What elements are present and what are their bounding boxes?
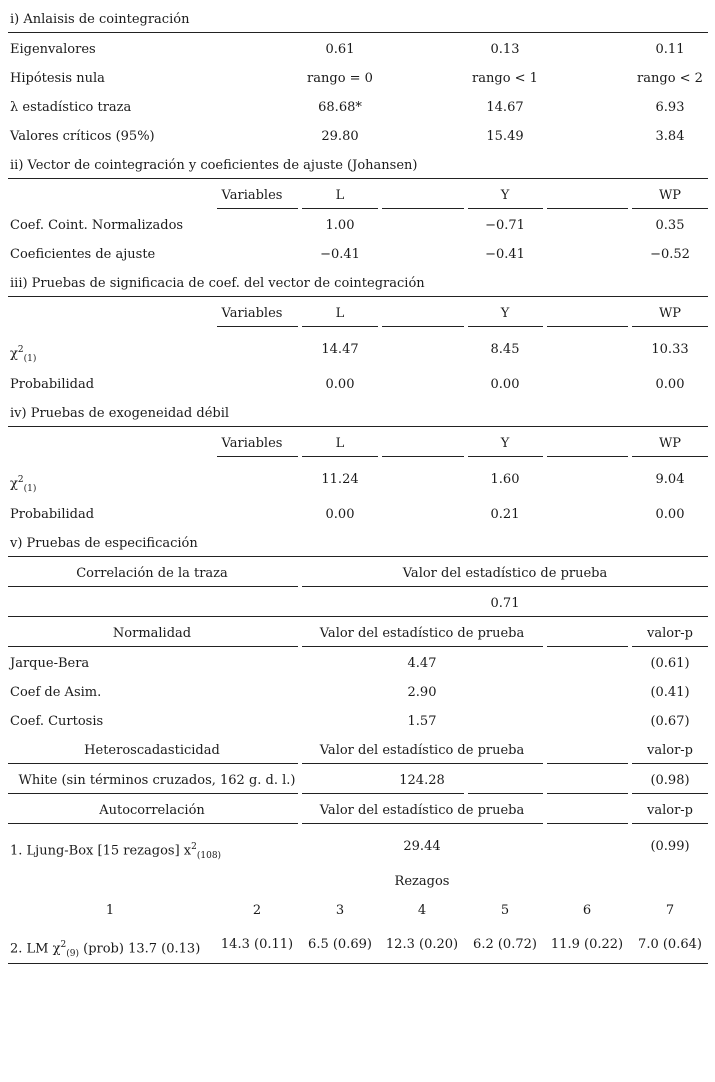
lm-value: 6.5 (0.69) — [308, 937, 372, 952]
row-label: Eigenvalores — [10, 42, 96, 57]
underline — [632, 456, 708, 457]
underline — [632, 326, 708, 327]
lm-value: 6.2 (0.72) — [473, 937, 537, 952]
row-label: Probabilidad — [10, 507, 95, 522]
cell-value: 29.80 — [321, 129, 359, 144]
lag-number: 3 — [335, 903, 345, 918]
cell-value: 29.44 — [403, 839, 441, 854]
underline — [468, 326, 543, 327]
cell-value: 0.11 — [655, 42, 685, 57]
cell-value: 0.00 — [655, 377, 685, 392]
header-L: L — [335, 306, 345, 321]
underline — [547, 208, 628, 209]
autocorrelation-label: Autocorrelación — [99, 803, 205, 818]
row-label: Jarque-Bera — [10, 656, 90, 671]
lm-test-row: 2. LM $\chi^2_{(9)}$ (prob) 13.7 (0.13) — [10, 940, 201, 959]
header-L: L — [335, 436, 345, 451]
underline — [302, 823, 543, 824]
row-label: Coef. Curtosis — [10, 714, 104, 729]
section-heading-specification: v) Pruebas de especificación — [10, 536, 198, 551]
row-label: Coeficientes de ajuste — [10, 247, 156, 262]
cell-value: 0.00 — [325, 377, 355, 392]
cell-value: 15.49 — [486, 129, 524, 144]
column-header: Valor del estadístico de prueba — [319, 743, 525, 758]
trace-correlation-label: Correlación de la traza — [76, 566, 228, 581]
cell-value: 0.21 — [490, 507, 520, 522]
pvalue-header: valor-p — [646, 743, 694, 758]
row-label: Hipótesis nula — [10, 71, 105, 86]
header-L: L — [335, 188, 345, 203]
underline — [468, 208, 543, 209]
cell-value: 1.57 — [407, 714, 437, 729]
underline — [217, 456, 298, 457]
lag-number: 1 — [105, 903, 115, 918]
divider — [8, 178, 708, 179]
ljung-box-label: 1. Ljung-Box [15 rezagos] $x^2_{(108)}$ — [10, 842, 222, 861]
cell-value: −0.41 — [320, 247, 360, 262]
cell-value: rango < 2 — [637, 71, 703, 86]
cell-value: 9.04 — [655, 472, 685, 487]
header-Y: Y — [500, 306, 510, 321]
cell-value: 124.28 — [399, 773, 445, 788]
cell-value: 0.61 — [325, 42, 355, 57]
underline — [547, 456, 628, 457]
cell-value: 1.00 — [325, 218, 355, 233]
underline — [302, 793, 464, 794]
cell-value: 11.24 — [321, 472, 359, 487]
divider — [8, 963, 708, 964]
underline — [8, 823, 298, 824]
lm-value: 14.3 (0.11) — [220, 937, 294, 952]
cell-value: 6.93 — [655, 100, 685, 115]
divider — [8, 296, 708, 297]
underline — [8, 763, 298, 764]
underline — [468, 456, 543, 457]
cell-value: 0.00 — [325, 507, 355, 522]
underline — [468, 793, 543, 794]
cell-value: −0.71 — [485, 218, 525, 233]
cell-pvalue: (0.61) — [650, 656, 690, 671]
underline — [547, 646, 628, 647]
cell-value: rango < 1 — [472, 71, 538, 86]
cell-value: 3.84 — [655, 129, 685, 144]
pvalue-header: valor-p — [646, 626, 694, 641]
cell-value: 1.60 — [490, 472, 520, 487]
row-label: Probabilidad — [10, 377, 95, 392]
underline — [547, 763, 628, 764]
cell-value: 0.35 — [655, 218, 685, 233]
lm-value: 12.3 (0.20) — [385, 937, 459, 952]
underline — [217, 208, 298, 209]
column-header: Valor del estadístico de prueba — [319, 626, 525, 641]
cell-value: 14.67 — [486, 100, 524, 115]
underline — [632, 763, 708, 764]
lm-value: 7.0 (0.64) — [638, 937, 702, 952]
underline — [8, 793, 298, 794]
section-heading-johansen: ii) Vector de cointegración y coeficientes de ajuste (Johansen) — [10, 158, 418, 173]
cell-value: 2.90 — [407, 685, 437, 700]
cell-pvalue: (0.99) — [650, 839, 690, 854]
cell-value: 4.47 — [407, 656, 437, 671]
lags-title: Rezagos — [394, 874, 450, 889]
section-heading-significance: iii) Pruebas de significacia de coef. del vector de cointegración — [10, 276, 425, 291]
underline — [632, 823, 708, 824]
cell-pvalue: (0.67) — [650, 714, 690, 729]
underline — [217, 326, 298, 327]
cell-value: rango = 0 — [307, 71, 373, 86]
section-heading-exogeneity: iv) Pruebas de exogeneidad débil — [10, 406, 230, 421]
divider — [8, 426, 708, 427]
cell-value: 0.00 — [655, 507, 685, 522]
row-label: Coef. Coint. Normalizados — [10, 218, 184, 233]
lag-number: 6 — [582, 903, 592, 918]
cell-value: 0.13 — [490, 42, 520, 57]
divider — [8, 32, 708, 33]
cell-value: 68.68* — [318, 100, 362, 115]
normality-label: Normalidad — [112, 626, 192, 641]
chi-square-label: $\chi^2_{(1)}$ — [10, 475, 37, 494]
underline — [382, 326, 464, 327]
trace-value: 0.71 — [490, 596, 520, 611]
pvalue-header: valor-p — [646, 803, 694, 818]
header-variables: Variables — [221, 436, 283, 451]
column-header: Valor del estadístico de prueba — [402, 566, 608, 581]
cell-value: −0.52 — [650, 247, 690, 262]
underline — [8, 586, 298, 587]
divider — [8, 616, 708, 617]
lag-number: 5 — [500, 903, 510, 918]
chi-square-label: $\chi^2_{(1)}$ — [10, 345, 37, 364]
row-label: Valores críticos (95%) — [10, 129, 155, 144]
underline — [302, 586, 708, 587]
underline — [8, 646, 298, 647]
underline — [382, 208, 464, 209]
underline — [382, 456, 464, 457]
divider — [8, 556, 708, 557]
cell-pvalue: (0.98) — [650, 773, 690, 788]
row-label: λ estadístico traza — [10, 100, 132, 115]
underline — [302, 456, 378, 457]
header-variables: Variables — [221, 188, 283, 203]
cell-pvalue: (0.41) — [650, 685, 690, 700]
cell-value: 14.47 — [321, 342, 359, 357]
heteroscedasticity-label: Heteroscadasticidad — [84, 743, 220, 758]
underline — [302, 326, 378, 327]
lm-value: 11.9 (0.22) — [550, 937, 624, 952]
column-header: Valor del estadístico de prueba — [319, 803, 525, 818]
lm-value: 13.7 (0.13) — [128, 941, 201, 957]
underline — [302, 763, 543, 764]
section-heading-cointegration: i) Anlaisis de cointegración — [10, 12, 190, 27]
header-Y: Y — [500, 436, 510, 451]
cell-value: −0.41 — [485, 247, 525, 262]
underline — [547, 326, 628, 327]
header-Y: Y — [500, 188, 510, 203]
lag-number: 2 — [252, 903, 262, 918]
underline — [302, 208, 378, 209]
header-WP: WP — [658, 436, 682, 451]
underline — [302, 646, 543, 647]
header-WP: WP — [658, 306, 682, 321]
header-WP: WP — [658, 188, 682, 203]
underline — [547, 823, 628, 824]
underline — [632, 646, 708, 647]
cell-value: 10.33 — [651, 342, 689, 357]
cell-value: 0.00 — [490, 377, 520, 392]
underline — [547, 793, 628, 794]
header-variables: Variables — [221, 306, 283, 321]
row-label: White (sin términos cruzados, 162 g. d. l.) — [18, 773, 296, 788]
underline — [632, 793, 708, 794]
cell-value: 8.45 — [490, 342, 520, 357]
underline — [632, 208, 708, 209]
lag-number: 7 — [665, 903, 675, 918]
row-label: Coef de Asim. — [10, 685, 102, 700]
lag-number: 4 — [417, 903, 427, 918]
